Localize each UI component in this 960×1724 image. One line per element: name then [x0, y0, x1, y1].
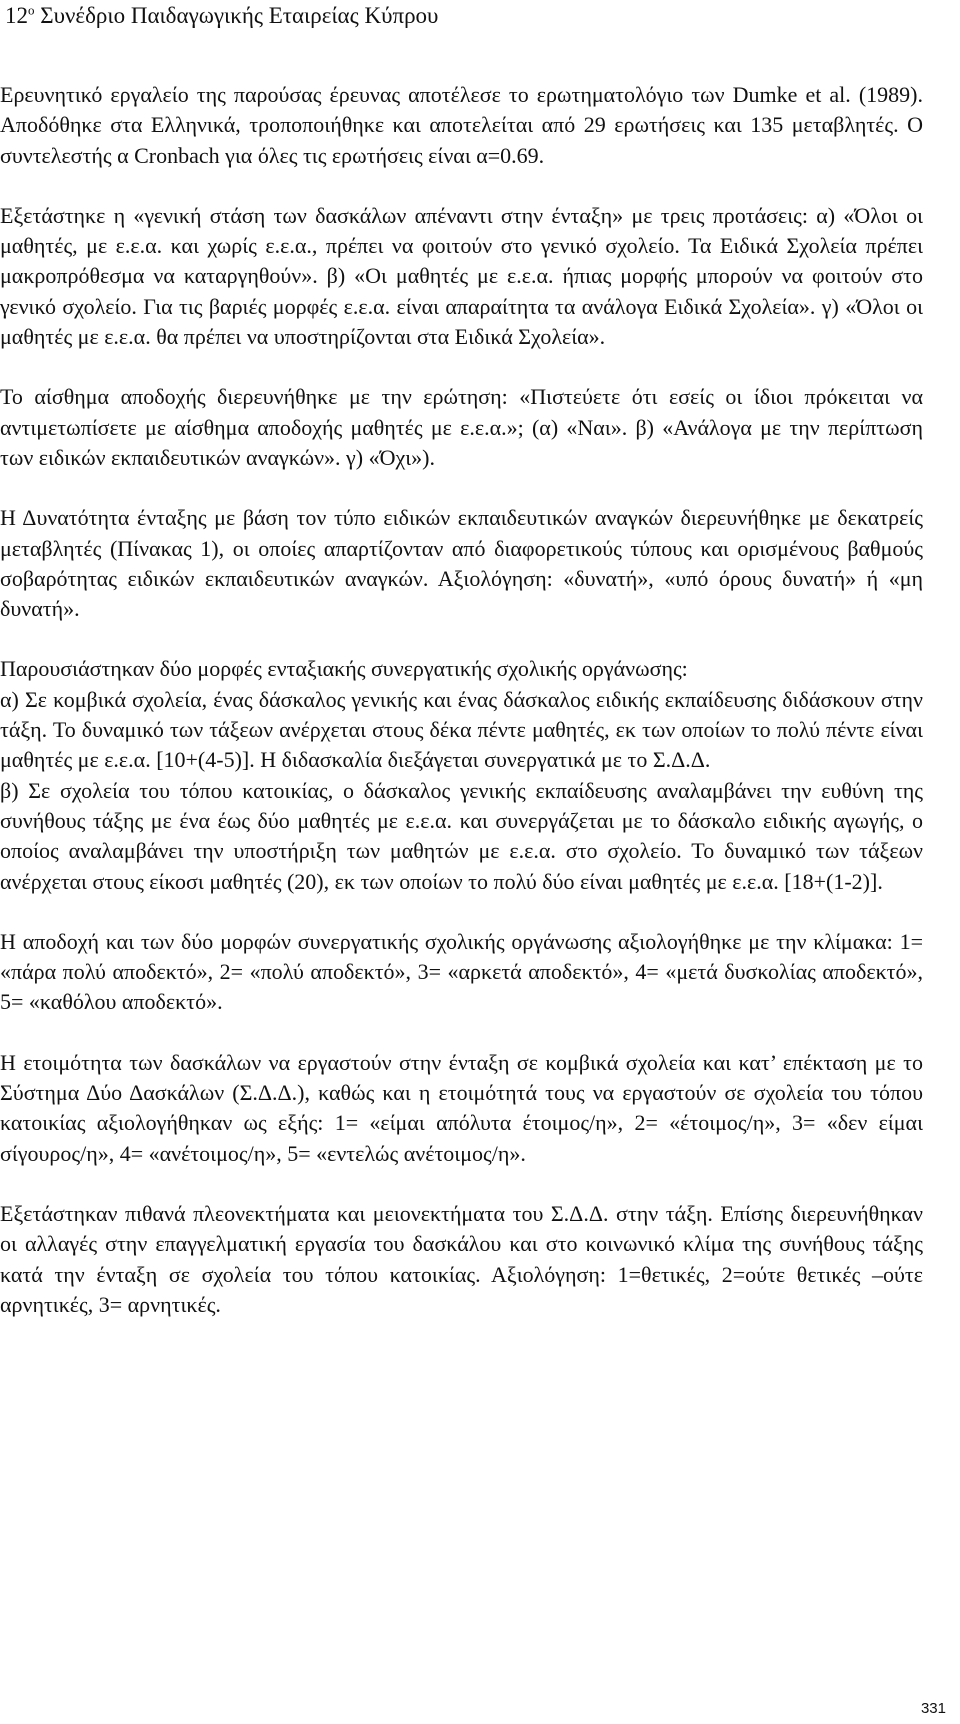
paragraph-advantages: Εξετάστηκαν πιθανά πλεονεκτήματα και μειονεκτήματα του Σ.Δ.Δ. στην τάξη. Επίσης διερευνήθηκαν οι αλλαγές στην επαγγελματική εργασία του δασκάλου και στο κοινωνικό κλίμα της συνήθους τάξης κατά την ένταξη σε σχολεία του τόπου κατοικίας. Αξιολόγηση: 1=θετικές, 2=ούτε θετικές –ούτε αρνητικές, 3= αρνητικές.: [0, 1200, 923, 1317]
paragraph-acceptance-scale: Η αποδοχή και των δύο μορφών συνεργατικής σχολικής οργάνωσης αξιολογήθηκε με την κλίμακα: 1= «πάρα πολύ αποδεκτό», 2= «πολύ αποδεκτό», 3= «αρκετά αποδεκτό», 4= «μετά δυσκολίας αποδεκτό», 5= «καθόλου αποδεκτό».: [0, 928, 923, 1015]
conference-title: Συνέδριο Παιδαγωγικής Εταιρείας Κύπρου: [34, 3, 439, 28]
ordinal-superscript: ο: [28, 2, 35, 18]
paragraph-research-tool: Ερευνητικό εργαλείο της παρούσας έρευνας αποτέλεσε το ερωτηματολόγιο των Dumke et al. (1989). Αποδόθηκε στα Ελληνικά, τροποποιήθηκε και αποτελείται από 29 ερωτήσεις και 135 μεταβλητές. Ο συντελεστής α Cronbach για όλες τις ερωτήσεις είναι α=0.69.: [0, 82, 923, 168]
paragraph-organization-b: β) Σε σχολεία του τόπου κατοικίας, ο δάσκαλος γενικής εκπαίδευσης αναλαμβάνει την ευθύνη της συνήθους τάξης με ένα έως δύο μαθητές με ε.ε.α. και συνεργάζεται με το δάσκαλο ειδικής αγωγής, ο οποίος αναλαμβάνει την υποστήριξη των μαθητών με ε.ε.α. στο σχολείο. Το δυναμικό των τάξεων ανέρχεται στους είκοσι μαθητές (20), εκ των οποίων το πολύ δύο είναι μαθητές με ε.ε.α. [18+(1-2)].: [0, 777, 923, 894]
paragraph-readiness: Η ετοιμότητα των δασκάλων να εργαστούν στην ένταξη σε κομβικά σχολεία και κατ’ επέκταση με το Σύστημα Δύο Δασκάλων (Σ.Δ.Δ.), καθώς και η ετοιμότητά τους να εργαστούν σε σχολεία του τόπου κατοικίας αξιολογήθηκαν ως εξής: 1= «είμαι απόλυτα έτοιμος/η», 2= «έτοιμος/η», 3= «δεν είμαι σίγουρος/η», 4= «ανέτοιμος/η», 5= «εντελώς ανέτοιμος/η».: [0, 1049, 923, 1166]
body-text: [0, 80, 923, 1350]
paragraph-integration-possibility: Η Δυνατότητα ένταξης με βάση τον τύπο ειδικών εκπαιδευτικών αναγκών διερευνήθηκε με δεκατρείς μεταβλητές (Πίνακας 1), οι οποίες απαρτίζονταν από διαφορετικούς τύπους και ορισμένους βαθμούς σοβαρότητας ειδικών εκπαιδευτικών αναγκών. Αξιολόγηση: «δυνατή», «υπό όρους δυνατή» ή «μη δυνατή».: [0, 505, 923, 622]
running-header: [5, 2, 438, 30]
paragraph-organization-intro: Παρουσιάστηκαν δύο μορφές ενταξιακής συνεργατικής σχολικής οργάνωσης:: [0, 656, 688, 682]
conference-number: 12: [5, 3, 28, 28]
paragraph-acceptance-feeling: Το αίσθημα αποδοχής διερευνήθηκε με την ερώτηση: «Πιστεύετε ότι εσείς οι ίδιοι πρόκειται να αντιμετωπίσετε με αίσθημα αποδοχής μαθητές με ε.ε.α.»; (α) «Ναι». β) «Ανάλογα με την περίπτωση των ειδικών εκπαιδευτικών αναγκών». γ) «Όχι»).: [0, 384, 923, 470]
page-number: 331: [920, 1700, 946, 1717]
paragraph-organization-a: α) Σε κομβικά σχολεία, ένας δάσκαλος γενικής και ένας δάσκαλος ειδικής εκπαίδευσης διδάσκουν στην τάξη. Το δυναμικό των τάξεων ανέρχεται στους δέκα πέντε μαθητές, εκ των οποίων το πολύ πέντε είναι μαθητές με ε.ε.α. [10+(4-5)]. Η διδασκαλία διεξάγεται συνεργατικά με το Σ.Δ.Δ.: [0, 686, 923, 773]
paragraph-general-attitude: Εξετάστηκε η «γενική στάση των δασκάλων απέναντι στην ένταξη» με τρεις προτάσεις: α) «Όλοι οι μαθητές, με ε.ε.α. και χωρίς ε.ε.α., πρέπει να φοιτούν στο γενικό σχολείο. Τα Ειδικά Σχολεία πρέπει μακροπρόθεσμα να καταργηθούν». β) «Οι μαθητές με ε.ε.α. ήπιας μορφής μπορούν να φοιτούν στο γενικό σχολείο. Για τις βαριές μορφές ε.ε.α. είναι απαραίτητα τα ανάλογα Ειδικά Σχολεία». γ) «Όλοι οι μαθητές με ε.ε.α. θα πρέπει να υποστηρίζονται στα Ειδικά Σχολεία».: [0, 202, 923, 350]
